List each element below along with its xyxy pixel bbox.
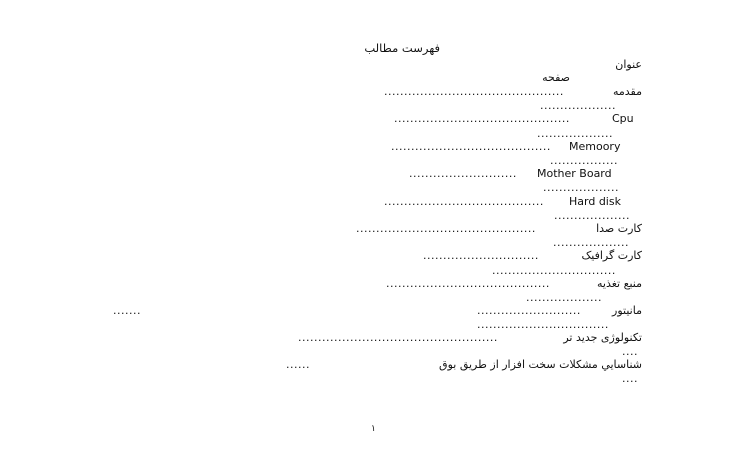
toc-entry-label: مانیتور xyxy=(612,304,642,317)
toc-entry-label: منبع تغذیه xyxy=(597,277,642,290)
toc-entry-label: Mother Board xyxy=(537,167,612,180)
toc-entry-label: Hard disk xyxy=(569,195,621,208)
toc-title: فهرست مطالب xyxy=(364,41,440,55)
toc-entry-label: کارت صدا xyxy=(596,222,642,235)
toc-entry-leader-continued: ................................. xyxy=(477,318,609,331)
toc-entry-leader-continued: .... xyxy=(622,345,638,358)
toc-entry-leader-continued: .... xyxy=(622,372,638,385)
toc-entry-leader-continued: ................... xyxy=(554,209,630,222)
toc-entry-leader-continued: ................... xyxy=(540,99,616,112)
toc-entry-leader: ........................................ xyxy=(391,140,551,153)
toc-entry-leader: ............................. xyxy=(423,249,539,262)
toc-header-title: عنوان xyxy=(615,58,642,71)
toc-entry-label: Memoory xyxy=(569,140,621,153)
toc-entry-label: مقدمه xyxy=(612,85,642,98)
toc-entry-leader-continued: ................... xyxy=(526,291,602,304)
toc-entry-label: کارت گرافیک xyxy=(581,249,642,262)
toc-entry-leader: ........................................ xyxy=(384,195,544,208)
toc-entry-label: تکنولوژی جدید تر xyxy=(563,331,642,344)
toc-entry-leader-continued: ................... xyxy=(553,236,629,249)
toc-entry-leader: .................................................. xyxy=(298,331,498,344)
toc-entry-leader: ............................................. xyxy=(384,85,564,98)
toc-entry-leader-continued: ................. xyxy=(550,154,618,167)
toc-entry-leader: .......................... xyxy=(477,304,581,317)
toc-entry-leader-continued: ............................... xyxy=(492,264,616,277)
toc-entry-leader: ........................... xyxy=(409,167,517,180)
toc-header-page: صفحه xyxy=(542,71,570,84)
page-number: ۱ xyxy=(371,424,376,434)
toc-entry-leader-extra: ....... xyxy=(113,304,141,317)
toc-entry-leader: ......................................... xyxy=(386,277,550,290)
toc-entry-leader-continued: ................... xyxy=(537,127,613,140)
toc-entry-label: Cpu xyxy=(612,112,634,125)
toc-entry-label: شناسايي مشكلات سخت افزار از طريق بوق xyxy=(439,358,642,371)
toc-entry-leader: ............................................ xyxy=(394,112,570,125)
toc-entry-leader: ...... xyxy=(286,358,310,371)
toc-entry-leader: ............................................. xyxy=(356,222,536,235)
toc-entry-leader-continued: ................... xyxy=(543,181,619,194)
